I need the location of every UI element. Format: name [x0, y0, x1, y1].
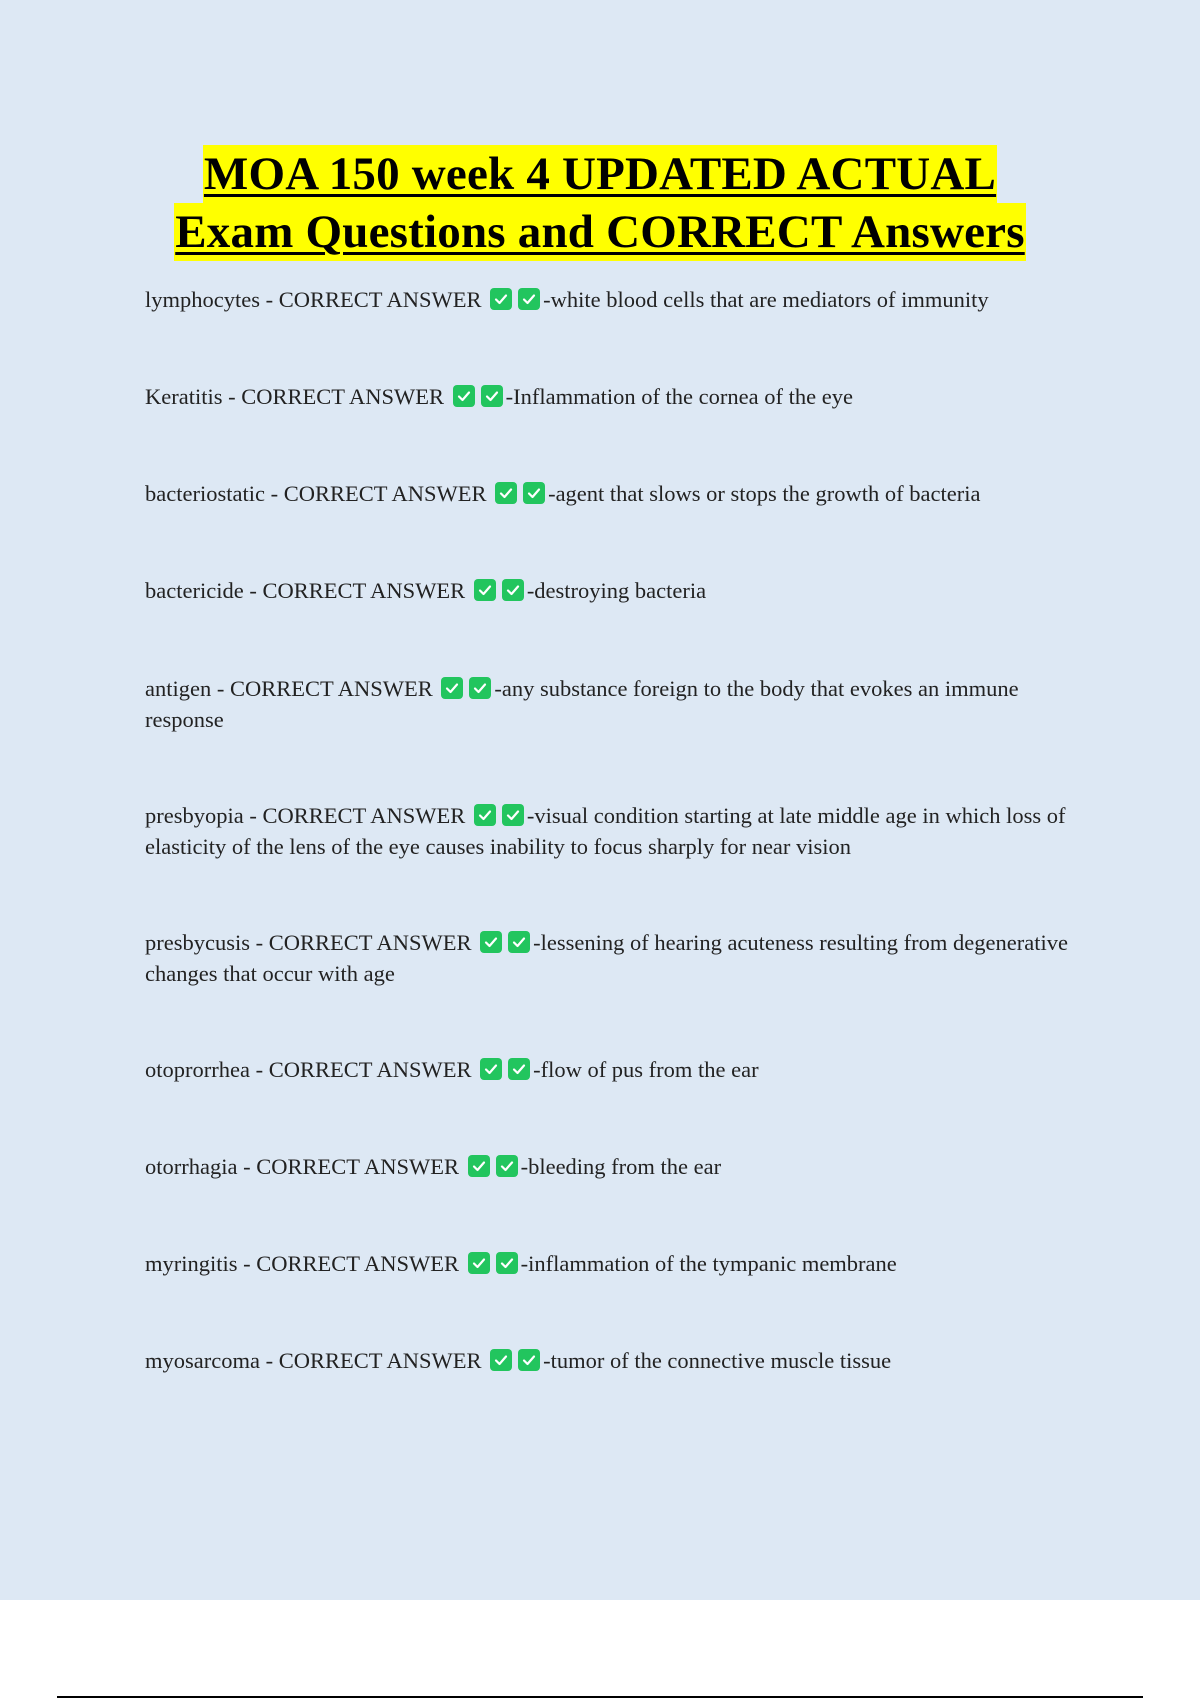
- answer-label: CORRECT ANSWER: [268, 1057, 472, 1082]
- check-box-icon: [468, 1155, 490, 1177]
- check-box-icon: [490, 288, 512, 310]
- check-box-icon: [480, 1058, 502, 1080]
- answer-label: CORRECT ANSWER: [283, 481, 487, 506]
- separator: -: [243, 803, 263, 828]
- check-box-icon: [490, 1349, 512, 1371]
- qa-item: [145, 1054, 1095, 1085]
- separator: -: [237, 1251, 257, 1276]
- term: Keratitis: [145, 384, 223, 409]
- qa-item: [145, 284, 1095, 315]
- definition: -bleeding from the ear: [520, 1154, 722, 1179]
- term: lymphocytes: [145, 287, 260, 312]
- check-box-icon: [496, 1155, 518, 1177]
- separator: -: [237, 1154, 257, 1179]
- definition: -lessening of hearing acuteness resulting from degenerative changes that occur with age: [145, 930, 1068, 986]
- document-title: [0, 145, 1200, 261]
- qa-item: [145, 1151, 1095, 1182]
- qa-item: [145, 673, 1095, 735]
- qa-item: [145, 800, 1095, 862]
- check-box-icon: [474, 804, 496, 826]
- check-box-icon: [502, 804, 524, 826]
- definition: -destroying bacteria: [526, 578, 707, 603]
- definition: -white blood cells that are mediators of immunity: [543, 287, 989, 312]
- answer-label: CORRECT ANSWER: [256, 1251, 460, 1276]
- definition: -visual condition starting at late middle age in which loss of elasticity of the lens of the eye causes inability to focus sharply for near vision: [145, 803, 1066, 859]
- check-box-icon: [469, 677, 491, 699]
- check-box-icon: [474, 579, 496, 601]
- definition: -inflammation of the tympanic membrane: [520, 1251, 897, 1276]
- separator: -: [222, 384, 242, 409]
- separator: -: [249, 1057, 269, 1082]
- qa-item: [145, 575, 1095, 606]
- check-box-icon: [496, 1252, 518, 1274]
- qa-item: [145, 381, 1095, 412]
- definition: -any substance foreign to the body that evokes an immune response: [145, 676, 1019, 732]
- title-line-1: MOA 150 week 4 UPDATED ACTUAL: [203, 145, 997, 203]
- check-box-icon: [481, 385, 503, 407]
- qa-item: [145, 1345, 1095, 1376]
- answer-label: CORRECT ANSWER: [262, 578, 466, 603]
- definition: -Inflammation of the cornea of the eye: [505, 384, 853, 409]
- answer-label: CORRECT ANSWER: [278, 1348, 482, 1373]
- term: presbycusis: [145, 930, 250, 955]
- title-line-2: Exam Questions and CORRECT Answers: [174, 203, 1025, 261]
- check-box-icon: [518, 1349, 540, 1371]
- separator: -: [264, 481, 284, 506]
- qa-item: [145, 1248, 1095, 1279]
- separator: -: [243, 578, 263, 603]
- separator: -: [250, 930, 269, 955]
- check-box-icon: [523, 482, 545, 504]
- term: myosarcoma: [145, 1348, 260, 1373]
- term: antigen: [145, 676, 212, 701]
- qa-item: [145, 927, 1095, 989]
- separator: -: [259, 287, 279, 312]
- check-box-icon: [508, 931, 530, 953]
- check-box-icon: [495, 482, 517, 504]
- term: bactericide: [145, 578, 244, 603]
- term: bacteriostatic: [145, 481, 265, 506]
- answer-label: CORRECT ANSWER: [241, 384, 444, 409]
- term: otorrhagia: [145, 1154, 238, 1179]
- check-box-icon: [480, 931, 502, 953]
- definition: -flow of pus from the ear: [533, 1057, 759, 1082]
- check-box-icon: [502, 579, 524, 601]
- term: myringitis: [145, 1251, 238, 1276]
- check-box-icon: [508, 1058, 530, 1080]
- check-box-icon: [518, 288, 540, 310]
- check-box-icon: [453, 385, 475, 407]
- qa-item: [145, 478, 1095, 509]
- answer-label: CORRECT ANSWER: [229, 676, 433, 701]
- answer-label: CORRECT ANSWER: [256, 1154, 459, 1179]
- term: otoprorrhea: [145, 1057, 250, 1082]
- definition: -agent that slows or stops the growth of bacteria: [548, 481, 981, 506]
- footer-rule: [57, 1696, 1143, 1698]
- answer-label: CORRECT ANSWER: [268, 930, 472, 955]
- answer-label: CORRECT ANSWER: [278, 287, 482, 312]
- check-box-icon: [441, 677, 463, 699]
- definition: -tumor of the connective muscle tissue: [543, 1348, 892, 1373]
- separator: -: [211, 676, 230, 701]
- separator: -: [259, 1348, 279, 1373]
- answer-label: CORRECT ANSWER: [262, 803, 466, 828]
- term: presbyopia: [145, 803, 244, 828]
- check-box-icon: [468, 1252, 490, 1274]
